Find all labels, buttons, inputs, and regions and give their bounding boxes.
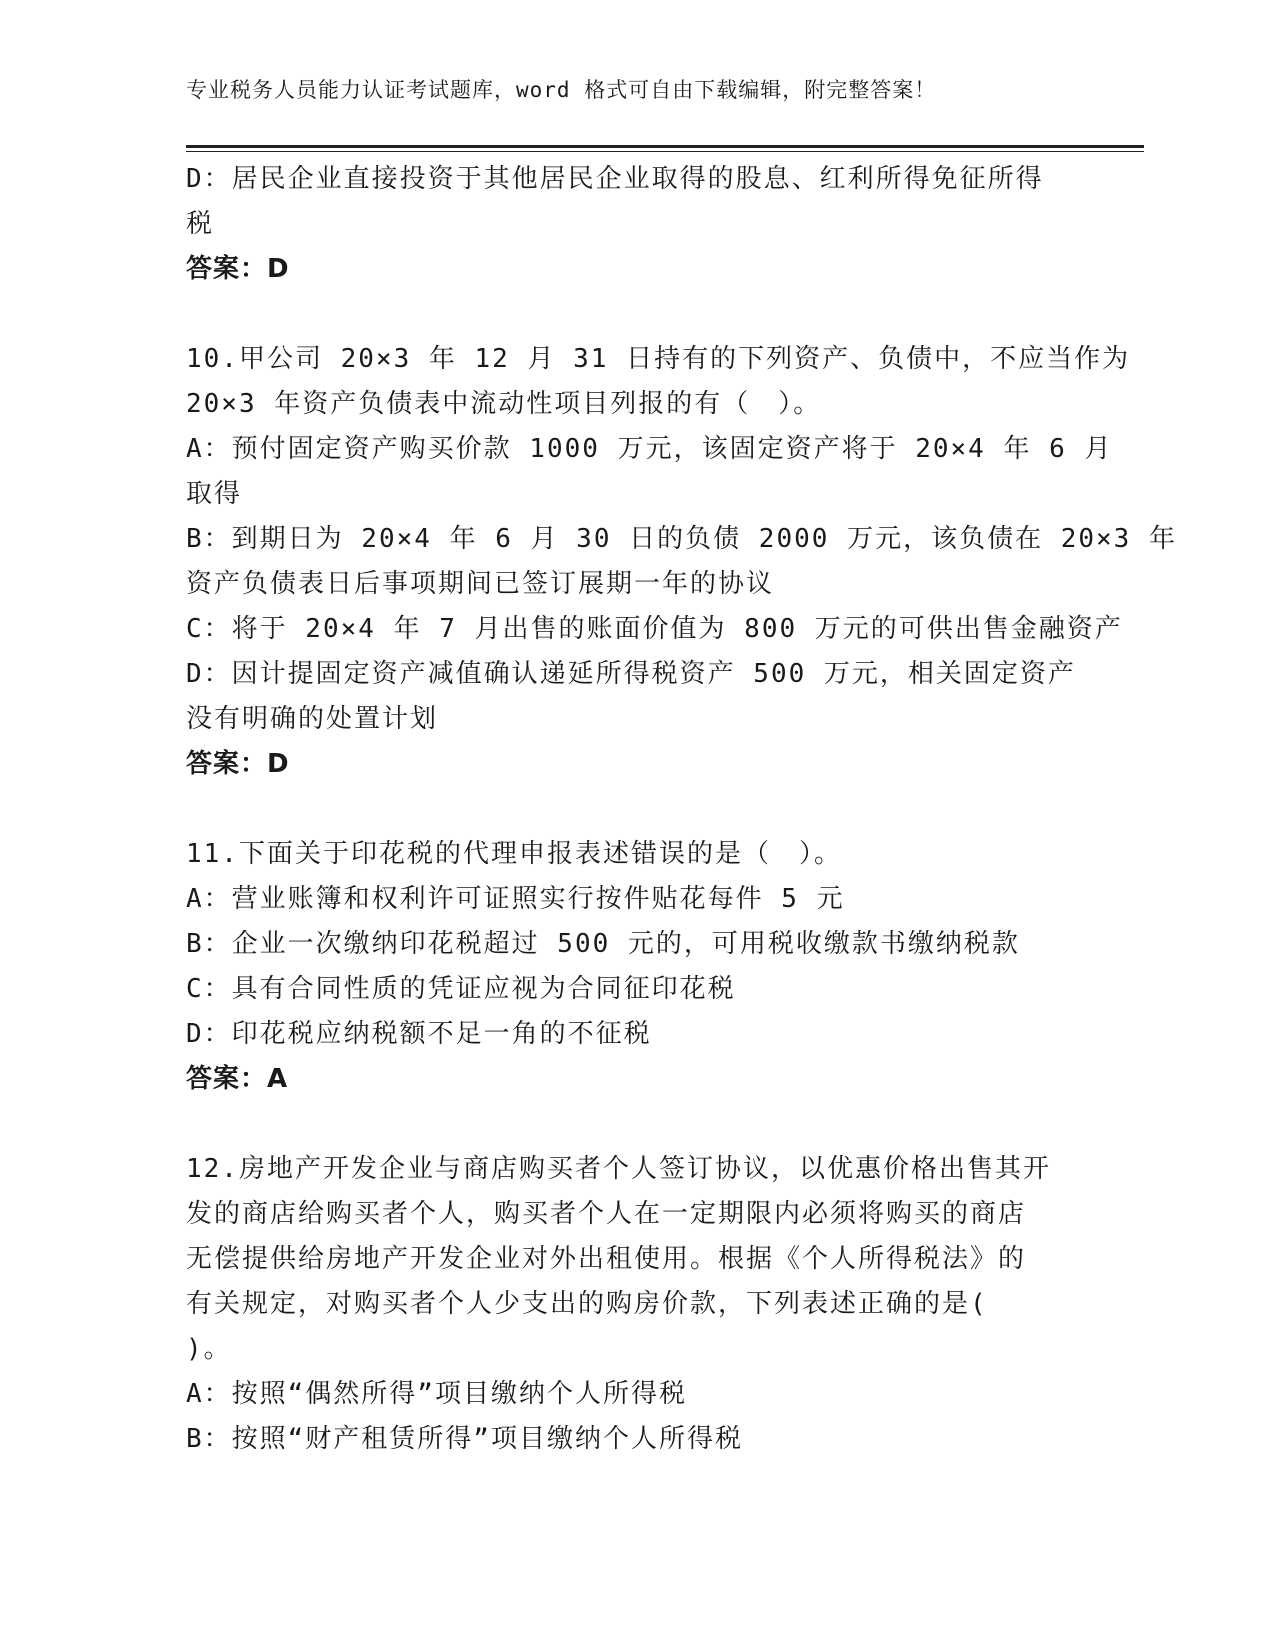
text-line: B：到期日为 20×4 年 6 月 30 日的负债 2000 万元，该负债在 20×3 年 [186,524,1177,554]
text-line: 10.甲公司 20×3 年 12 月 31 日持有的下列资产、负债中，不应当作为 [186,344,1131,374]
header-rule-thick [186,145,1144,148]
text-line: B：按照“财产租赁所得”项目缴纳个人所得税 [186,1424,743,1454]
text-line: 税 [186,209,215,239]
text-line: 11.下面关于印花税的代理申报表述错误的是（ ）。 [186,839,842,869]
block-spacer [186,292,1086,337]
block-spacer [186,1102,1086,1147]
text-line: 12.房地产开发企业与商店购买者个人签订协议，以优惠价格出售其开 [186,1154,1051,1184]
answer-line: 答案：D [186,749,290,779]
text-line: D：印花税应纳税额不足一角的不征税 [186,1019,652,1049]
header-text: 专业税务人员能力认证考试题库，word 格式可自由下载编辑，附完整答案！ [186,78,937,102]
text-line: )。 [186,1334,232,1364]
answer-line: 答案：A [186,1064,289,1094]
text-line: 无偿提供给房地产开发企业对外出租使用。根据《个人所得税法》的 [186,1244,1027,1274]
text-line: C：具有合同性质的凭证应视为合同征印花税 [186,974,736,1004]
document-body [186,157,1177,1462]
text-line: 取得 [186,479,243,509]
text-line: A：按照“偶然所得”项目缴纳个人所得税 [186,1379,687,1409]
text-line: D：因计提固定资产减值确认递延所得税资产 500 万元，相关固定资产 [186,659,1076,689]
text-line: 20×3 年资产负债表中流动性项目列报的有（ ）。 [186,389,822,419]
question-block [186,1147,1086,1462]
header-rule-thin [186,151,1144,152]
text-line: 有关规定，对购买者个人少支出的购房价款，下列表述正确的是( [186,1289,988,1319]
text-line: 没有明确的处置计划 [186,704,439,734]
text-line: B：企业一次缴纳印花税超过 500 元的，可用税收缴款书缴纳税款 [186,929,1020,959]
text-line: C：将于 20×4 年 7 月出售的账面价值为 800 万元的可供出售金融资产 [186,614,1123,644]
answer-line: 答案：D [186,254,290,284]
text-line: A：营业账簿和权利许可证照实行按件贴花每件 5 元 [186,884,845,914]
question-block [186,832,1086,1102]
text-line: D：居民企业直接投资于其他居民企业取得的股息、红利所得免征所得 [186,164,1044,194]
text-line: 资产负债表日后事项期间已签订展期一年的协议 [186,569,775,599]
question-block [186,157,1086,292]
block-spacer [186,787,1086,832]
text-line: A：预付固定资产购买价款 1000 万元，该固定资产将于 20×4 年 6 月 [186,434,1113,464]
text-line: 发的商店给购买者个人，购买者个人在一定期限内必须将购买的商店 [186,1199,1027,1229]
question-block [186,337,1177,787]
